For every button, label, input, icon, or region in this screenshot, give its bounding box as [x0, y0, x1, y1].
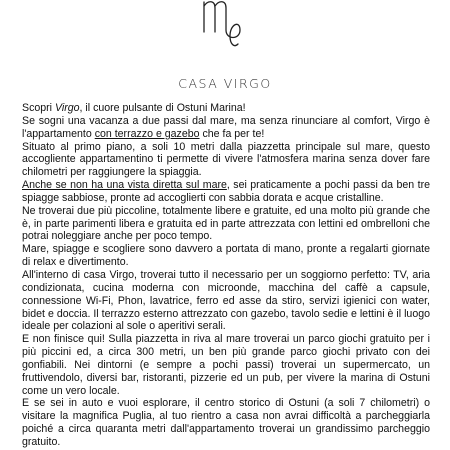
paragraph-beach-types: Ne troverai due più piccoline, totalmente libere e gratuite, ed una molto più grande che è, in parte parimenti libera e gratuita ed in parte attrezzata con lettini ed ombrelloni che potrai noleggiare anche per poco tempo.	[22, 204, 430, 243]
paragraph-pitch: Se sogni una vacanza a due passi dal mare, ma senza rinunciare al comfort, Virgo è l'appartamento con terrazzo e gazebo che fa per te!	[22, 114, 430, 140]
brand-name-italic: Virgo	[54, 102, 80, 114]
brand-title: CASA VIRGO	[178, 76, 272, 91]
terrace-gazebo-highlight: con terrazzo e gazebo	[94, 127, 200, 140]
paragraph-intro: Scopri Virgo, il cuore pulsante di Ostuni Marina!	[22, 102, 246, 114]
no-sea-view-highlight: Anche se non ha una vista diretta sul mare	[22, 179, 227, 192]
paragraph-beaches: Anche se non ha una vista diretta sul mare, sei praticamente a pochi passi da ben tre spiagge sabbiose, pronte ad accoglierti con sabbia dorata e acque cristalline.	[22, 179, 431, 204]
paragraph-surroundings: E non finisce qui! Sulla piazzetta in riva al mare troverai un parco giochi gratuito per i più piccini ed, a circa 300 metri, un ben più grande parco giochi privato con dei gonfiabili. Nei dintorni (e sempre a pochi passi) troverai un supermercato, un fruttivendolo, diversi bar, ristoranti, pizzerie ed un pub, per vivere la marina di Ostuni come un vero locale.	[22, 333, 430, 397]
paragraph-parking: E se sei in auto e vuoi esplorare, il centro storico di Ostuni (a soli 7 chilometri) o visitare la magnifica Puglia, al tuo rientro a casa non avrai difficoltà a parcheggiarla poiché a circa quaranta metri dall'appartamento troverai un grandissimo parcheggio gratuito.	[22, 397, 430, 448]
paragraph-relax: Mare, spiagge e scogliere sono davvero a portata di mano, pronte a regalarti giornate di relax e divertimento.	[22, 243, 430, 269]
virgo-zodiac-glyph-icon	[196, 0, 256, 72]
logo	[0, 0, 450, 72]
paragraph-location: Situato al primo piano, a soli 10 metri dalla piazzetta principale sul mare, questo accogliente appartamentino ti permette di vivere l'atmosfera marina senza dover fare chilometri per raggiungere la spiaggia.	[22, 140, 430, 179]
paragraph-amenities: All'interno di casa Virgo, troverai tutto il necessario per un soggiorno perfetto: TV, aria condizionata, cucina moderna con microonde, macchina del caffè a capsule, connessione Wi-Fi, Phon, lavatrice, ferro ed asse da stiro, servizi igienici con water, bidet e doccia. Il terrazzo esterno attrezzato con gazebo, tavolo sedie e lettini è il luogo ideale per colazioni al sole o aperitivi serali.	[22, 268, 430, 333]
description-text	[22, 102, 430, 449]
